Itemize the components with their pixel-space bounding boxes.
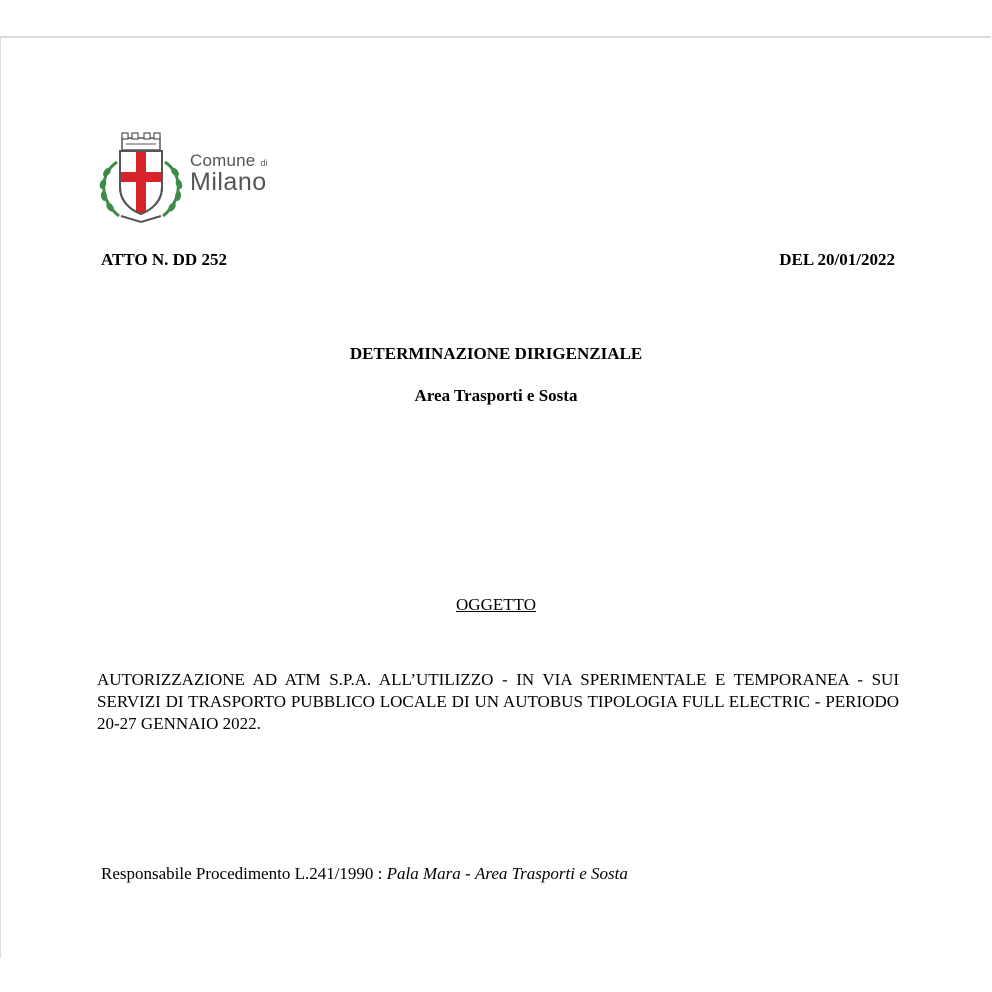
milano-coat-of-arms-icon	[95, 132, 187, 226]
document-page	[0, 36, 991, 958]
logo-di-text: di	[260, 158, 268, 168]
responsabile-name: Pala Mara	[386, 864, 461, 883]
responsabile-separator: -	[465, 864, 471, 883]
logo-wordmark	[190, 152, 268, 195]
logo-milano-text: Milano	[190, 168, 267, 196]
oggetto-label: OGGETTO	[456, 595, 536, 614]
logo-comune-text: Comune	[190, 151, 256, 170]
subject-text: AUTORIZZAZIONE AD ATM S.P.A. ALL’UTILIZZO - IN VIA SPERIMENTALE E TEMPORANEA - SUI SERVIZI DI TRASPORTO PUBBLICO LOCALE DI UN AUTOBUS TIPOLOGIA FULL ELECTRIC - PERIODO 20-27 GENNAIO 2022.	[97, 670, 899, 733]
responsabile-area: Area Trasporti e Sosta	[474, 864, 628, 883]
responsabile-label: Responsabile Procedimento L.241/1990 :	[101, 864, 383, 883]
atto-date: DEL 20/01/2022	[779, 250, 895, 269]
area-heading: Area Trasporti e Sosta	[414, 386, 578, 405]
atto-number: ATTO N. DD 252	[101, 250, 227, 269]
document-type-heading: DETERMINAZIONE DIRIGENZIALE	[349, 344, 643, 363]
comune-di-milano-logo	[95, 132, 285, 226]
responsabile-procedimento	[101, 864, 628, 884]
